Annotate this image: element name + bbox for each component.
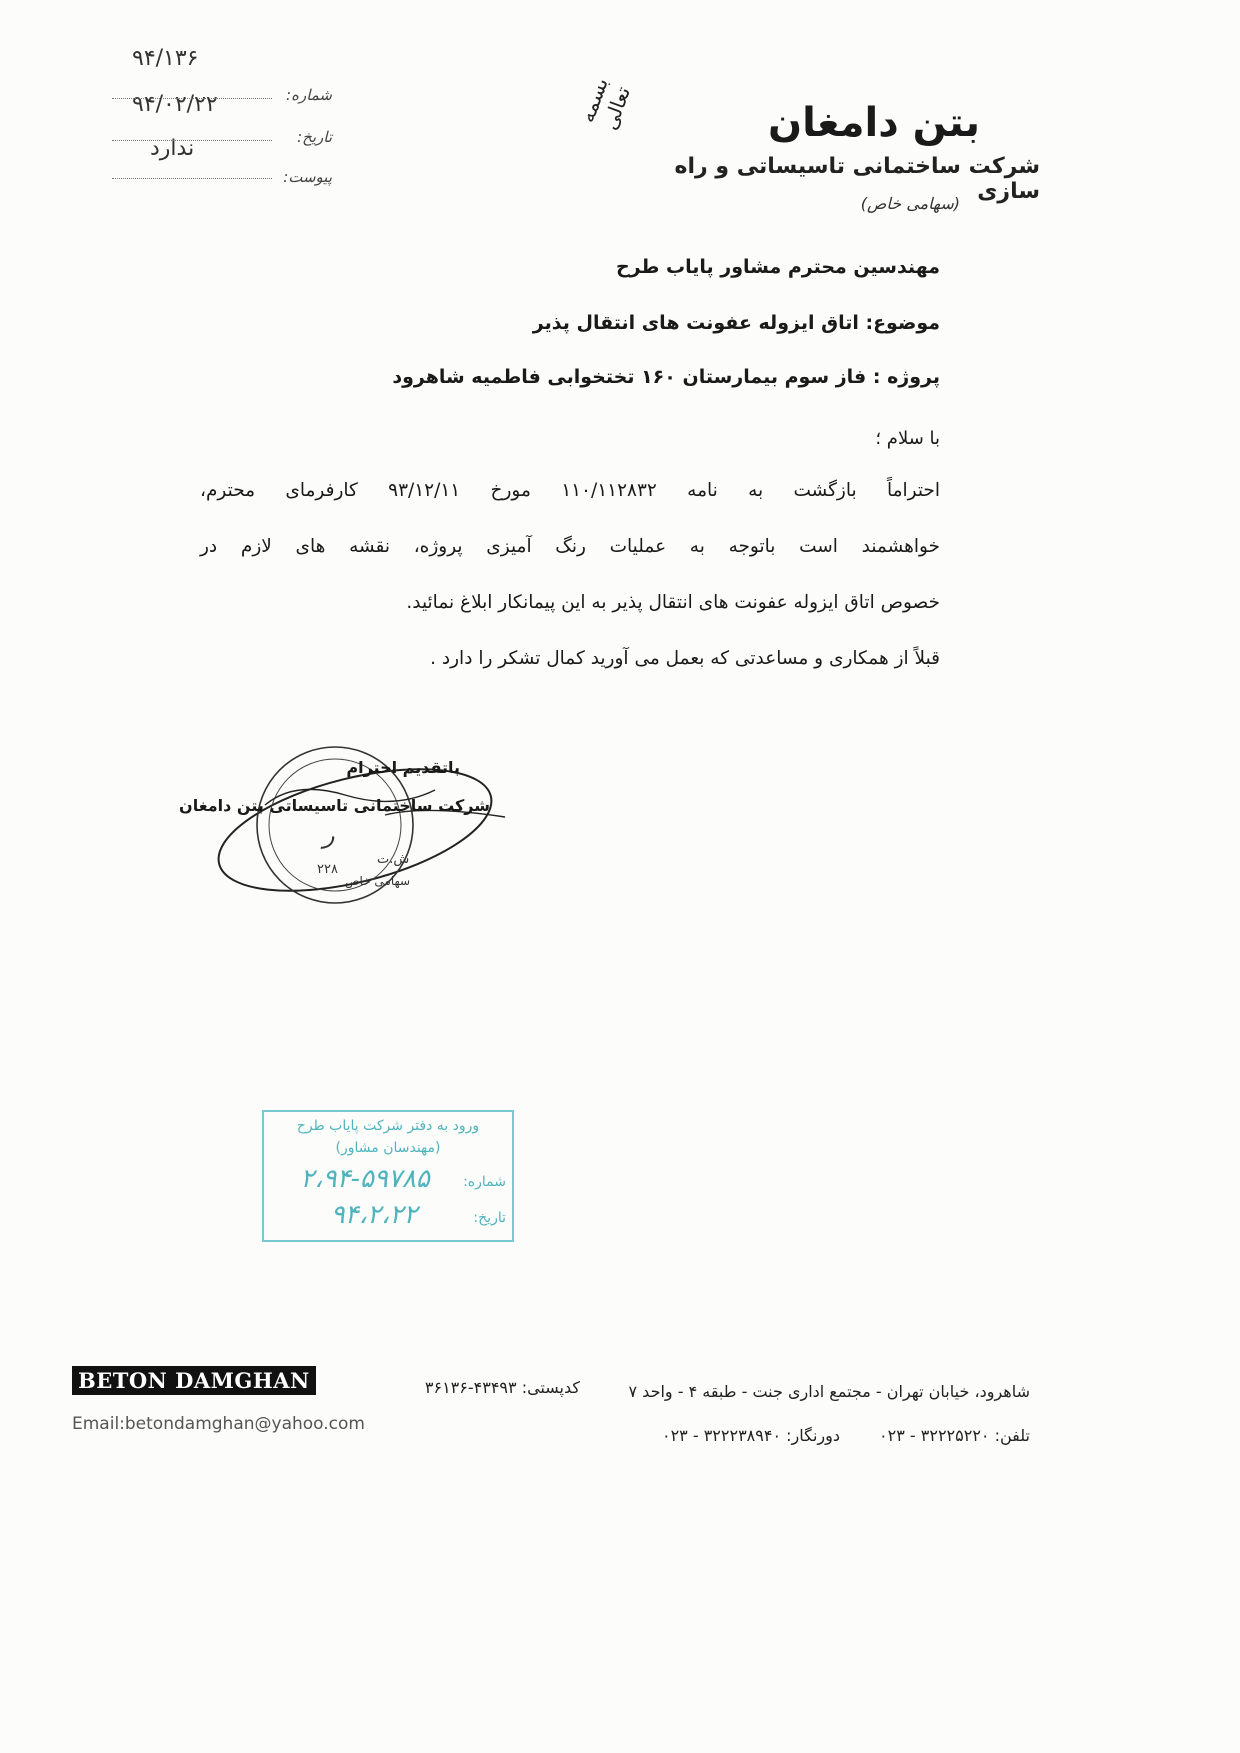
body-line-2: خواهشمند است باتوجه به عملیات رنگ آمیزی پروژه، نقشه های لازم در (200, 536, 940, 557)
svg-text:ر: ر (323, 821, 335, 849)
recipient-line: مهندسین محترم مشاور پایاب طرح (615, 256, 940, 278)
subject-line: موضوع: اتاق ایزوله عفونت های انتقال پذیر (532, 312, 940, 334)
number-line (112, 98, 272, 99)
svg-text:سهامی خاص: سهامی خاص (345, 874, 411, 888)
attachment-label: پیوست: (283, 168, 332, 186)
body-line-1: احتراماً بازگشت به نامه ۱۱۰/۱۱۲۸۳۲ مورخ ۹۳/۱۲/۱۱ کارفرمای محترم، (200, 480, 940, 501)
footer-logo: BETON DAMGHAN (72, 1366, 316, 1395)
greeting: با سلام ؛ (875, 428, 940, 449)
receipt-stamp (262, 1110, 514, 1242)
footer-email: Email:betondamghan@yahoo.com (72, 1414, 365, 1434)
body-line-4: قبلاً از همکاری و مساعدتی که بعمل می آورید کمال تشکر را دارد . (430, 648, 940, 669)
receipt-stamp-date-label: تاریخ: (473, 1210, 506, 1226)
attachment-line (112, 178, 272, 179)
footer-fax: دورنگار: ۳۲۲۲۳۸۹۴۰ - ۰۲۳ (661, 1426, 840, 1445)
letter-date-value: ۹۴/۰۲/۲۲ (132, 92, 218, 117)
receipt-stamp-date-value: ۹۴،۲،۲۲ (330, 1200, 418, 1230)
basmala: بسمه تعالی (574, 74, 636, 133)
receipt-stamp-subtitle: (مهندسان مشاور) (335, 1140, 441, 1156)
company-name: بتن دامغان (767, 100, 980, 146)
svg-text:۲۲۸: ۲۲۸ (317, 862, 338, 877)
receipt-stamp-number-value: ۲،۹۴-۵۹۷۸۵ (300, 1164, 430, 1194)
company-subtitle: شرکت ساختمانی تاسیساتی و راه سازی (674, 154, 1040, 204)
signature-line-1: باتقدیم احترام (346, 758, 460, 777)
footer-address: شاهرود، خیابان تهران - مجتمع اداری جنت - طبقه ۴ - واحد ۷ (628, 1382, 1030, 1401)
date-line (112, 140, 272, 141)
number-label: شماره: (286, 86, 332, 104)
company-type: (سهامی خاص) (860, 194, 960, 213)
attachment-value: ندارد (150, 136, 195, 161)
date-label: تاریخ: (297, 128, 332, 146)
letter-number-value: ۹۴/۱۳۶ (132, 46, 199, 71)
receipt-stamp-title: ورود به دفتر شرکت پایاب طرح (296, 1118, 480, 1134)
body-line-3: خصوص اتاق ایزوله عفونت های انتقال پذیر به این پیمانکار ابلاغ نمائید. (406, 592, 940, 613)
signature-line-2: شرکت ساختمانی تاسیساتی بتن دامغان (179, 796, 490, 815)
receipt-stamp-number-label: شماره: (463, 1174, 506, 1190)
footer-postal-code: کدپستی: ۴۳۴۹۳-۳۶۱۳۶ (424, 1378, 580, 1397)
svg-text:ش.ت: ش.ت (377, 852, 410, 867)
project-line: پروژه : فاز سوم بیمارستان ۱۶۰ تختخوابی فاطمیه شاهرود (392, 366, 940, 388)
footer-phone: تلفن: ۳۲۲۲۵۲۲۰ - ۰۲۳ (879, 1426, 1030, 1445)
